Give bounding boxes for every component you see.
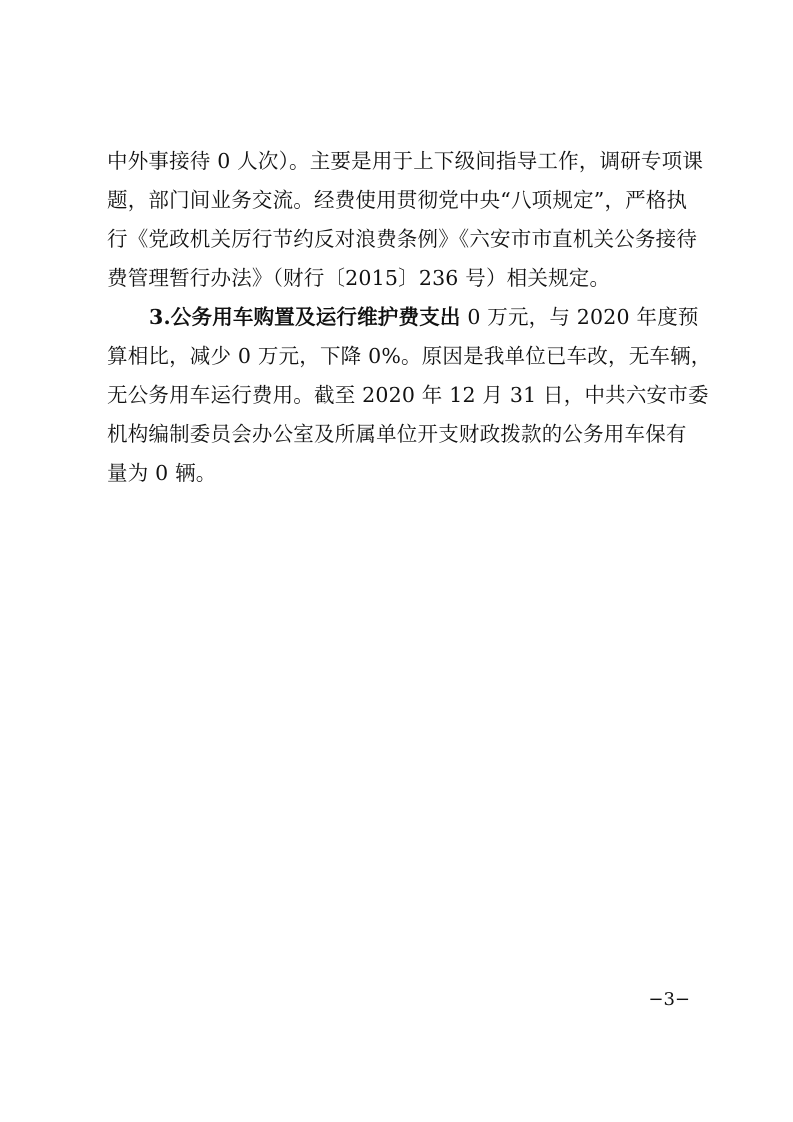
paragraph-2-line-2: 算相比，减少 0 万元，下降 0%。原因是我单位已车改，无车辆， (107, 344, 712, 368)
paragraph-2-line-5: 量为 0 辆。 (107, 461, 217, 485)
paragraph-1-line-2: 题，部门间业务交流。经费使用贯彻党中央“八项规定”，严格执 (107, 188, 688, 212)
paragraph-2-line-1 (149, 299, 699, 335)
paragraph-1-line-4: 费管理暂行办法》（财行〔2015〕236 号）相关规定。 (107, 266, 611, 290)
section-heading: 3.公务用车购置及运行维护费支出 (149, 305, 461, 329)
paragraph-2-line-1-text: 0 万元，与 2020 年度预 (467, 305, 699, 329)
paragraph-1-line-1: 中外事接待 0 人次）。主要是用于上下级间指导工作，调研专项课 (107, 149, 704, 173)
page-number: −3− (648, 989, 690, 1010)
paragraph-1-line-3: 行《党政机关厉行节约反对浪费条例》《六安市市直机关公务接待 (107, 227, 698, 251)
paragraph-2-line-4: 机构编制委员会办公室及所属单位开支财政拨款的公务用车保有 (107, 422, 687, 446)
paragraph-2-line-3: 无公务用车运行费用。截至 2020 年 12 月 31 日，中共六安市委 (107, 383, 709, 407)
